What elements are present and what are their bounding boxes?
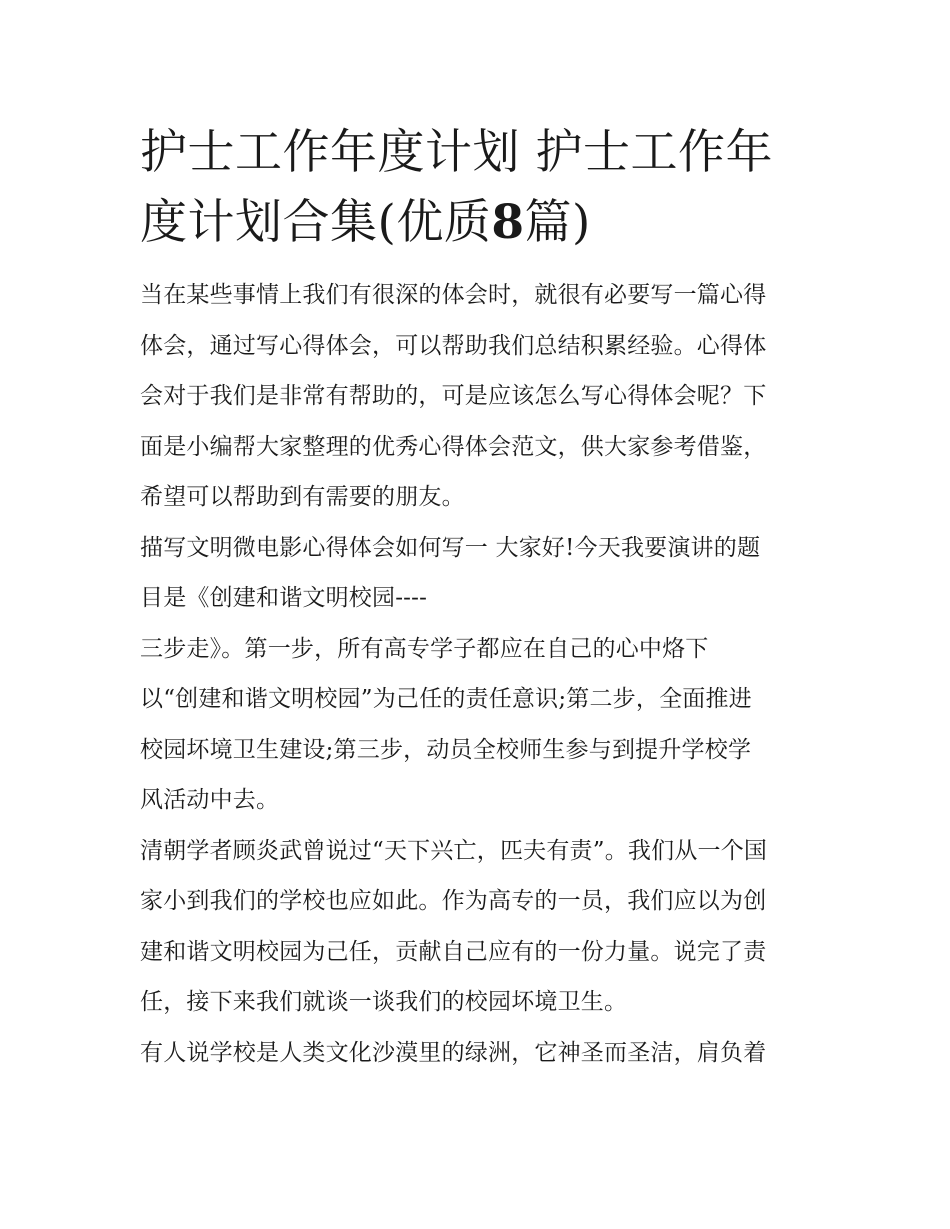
paragraph-line: 希望可以帮助到有需要的朋友。 [140,484,465,510]
document-title [140,118,812,258]
title-line-1: 护士工作年度计划 护士工作年 [140,125,773,180]
paragraph-line: 校园坏境卫生建设;第三步，动员全校师生参与到提升学校学 [140,736,752,763]
title-line-2-prefix: 度计划合集(优质 [140,195,492,250]
paragraph-line: 任，接下来我们就谈一谈我们的校园坏境卫生。 [140,989,628,1015]
paragraph-intro [140,270,812,523]
paragraph-line: 面是小编帮大家整理的优秀心得体会范文，供大家参考借鉴， [140,433,767,460]
document-body [140,118,812,1078]
paragraph-line: 描写文明微电影心得体会如何写一 大家好!今天我要演讲的题 [140,534,761,561]
paragraph-line: 体会，通过写心得体会，可以帮助我们总结积累经验。心得体 [140,332,767,359]
paragraph-line: 以“创建和谐文明校园”为己任的责任意识;第二步，全面推进 [140,686,752,712]
paragraph-line: 三步走》。第一步，所有高专学子都应在自己的心中烙下 [140,635,709,662]
paragraph-responsibility [140,826,812,1028]
paragraph-line: 有人说学校是人类文化沙漠里的绿洲，它神圣而圣洁，肩负着 [140,1039,767,1066]
title-line-2-number: 8 [491,195,525,250]
paragraph-line: 会对于我们是非常有帮助的，可是应该怎么写心得体会呢？下 [140,383,767,409]
title-line-2-suffix: 篇) [524,195,591,250]
paragraph-line: 当在某些事情上我们有很深的体会时，就很有必要写一篇心得 [140,282,767,308]
paragraph-line: 风活动中去。 [140,787,280,813]
paragraph-line: 建和谐文明校园为己任，贡献自己应有的一份力量。说完了责 [140,938,767,965]
paragraph-campus-oasis [140,1028,812,1079]
paragraph-line: 目是《创建和谐文明校园---- [140,585,428,611]
paragraph-line: 家小到我们的学校也应如此。作为高专的一员，我们应以为创 [140,888,767,914]
paragraph-speech-opening [140,523,812,826]
paragraph-line: 清朝学者顾炎武曾说过“天下兴亡，匹夫有责”。我们从一个国 [140,837,768,864]
